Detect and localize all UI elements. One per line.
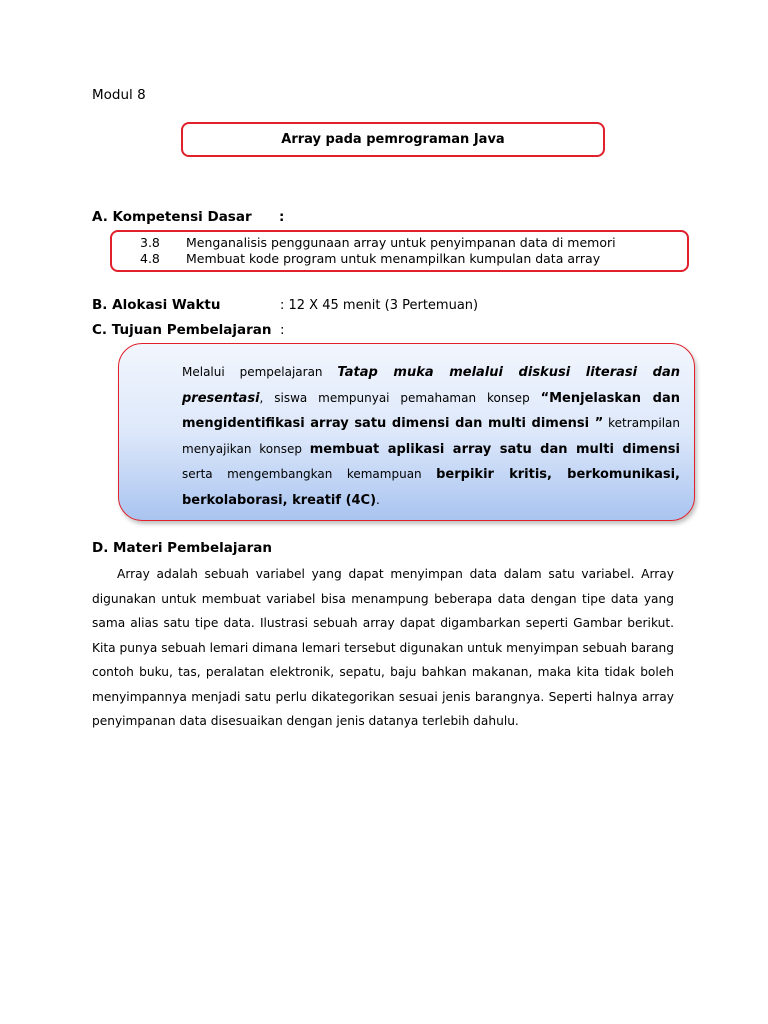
materi-paragraph: Array adalah sebuah variabel yang dapat menyimpan data dalam satu variabel. Array digunakan untuk membuat variabel bisa menampung beberapa data dengan tipe data yang sama alias satu tipe data. Ilustrasi sebuah array dapat digambarkan seperti Gambar berikut. Kita punya sebuah lemari dimana lemari tersebut digunakan untuk menyimpan sebuah barang contoh buku, tas, peralatan elektronik, sepatu, baju bahkan makanan, maka kita tidak boleh menyimpannya menjadi satu perlu dikategorikan sesuai jenis barangnya. Seperti halnya array penyimpanan data disesuaikan dengan jenis datanya terlebih dahulu. [92,567,674,728]
kompetensi-item-text: Membuat kode program untuk menampilkan kumpulan data array [186,251,601,266]
kompetensi-heading: A. Kompetensi Dasar [92,209,252,225]
alokasi-heading: B. Alokasi Waktu [92,297,221,313]
module-label: Modul 8 [92,87,146,103]
kompetensi-item-number: 4.8 [140,251,160,266]
kompetensi-box [110,230,689,272]
tujuan-colon: : [280,322,285,338]
title-box [181,122,605,157]
tujuan-skill: membuat aplikasi array satu dan multi dimensi [309,441,680,457]
tujuan-callout [118,343,695,521]
tujuan-4c: berpikir kritis, berkomunikasi, berkolaborasi, kreatif (4C) [182,467,680,508]
tujuan-text: ketrampilan menyajikan konsep [182,416,680,456]
tujuan-text: Melalui pempelajaran [182,365,338,379]
kompetensi-item [140,235,616,250]
materi-heading: D. Materi Pembelajaran [92,540,272,556]
kompetensi-colon: : [279,209,285,225]
tujuan-concept: “Menjelaskan dan mengidentifikasi array satu dimensi dan multi dimensi ” [182,390,680,431]
tujuan-heading: C. Tujuan Pembelajaran [92,322,272,338]
tujuan-text: serta mengembangkan kemampuan [182,467,437,481]
kompetensi-item [140,251,600,266]
kompetensi-item-text: Menganalisis penggunaan array untuk penyimpanan data di memori [186,235,616,250]
tujuan-text: . [376,492,380,507]
alokasi-value: : 12 X 45 menit (3 Pertemuan) [280,298,479,313]
tujuan-method: Tatap muka melalui diskusi literasi dan presentasi [182,365,680,406]
document-title: Array pada pemrograman Java [281,132,505,147]
tujuan-paragraph [182,360,680,513]
kompetensi-item-number: 3.8 [140,235,160,250]
tujuan-text: , siswa mempunyai pemahaman konsep [259,390,541,405]
